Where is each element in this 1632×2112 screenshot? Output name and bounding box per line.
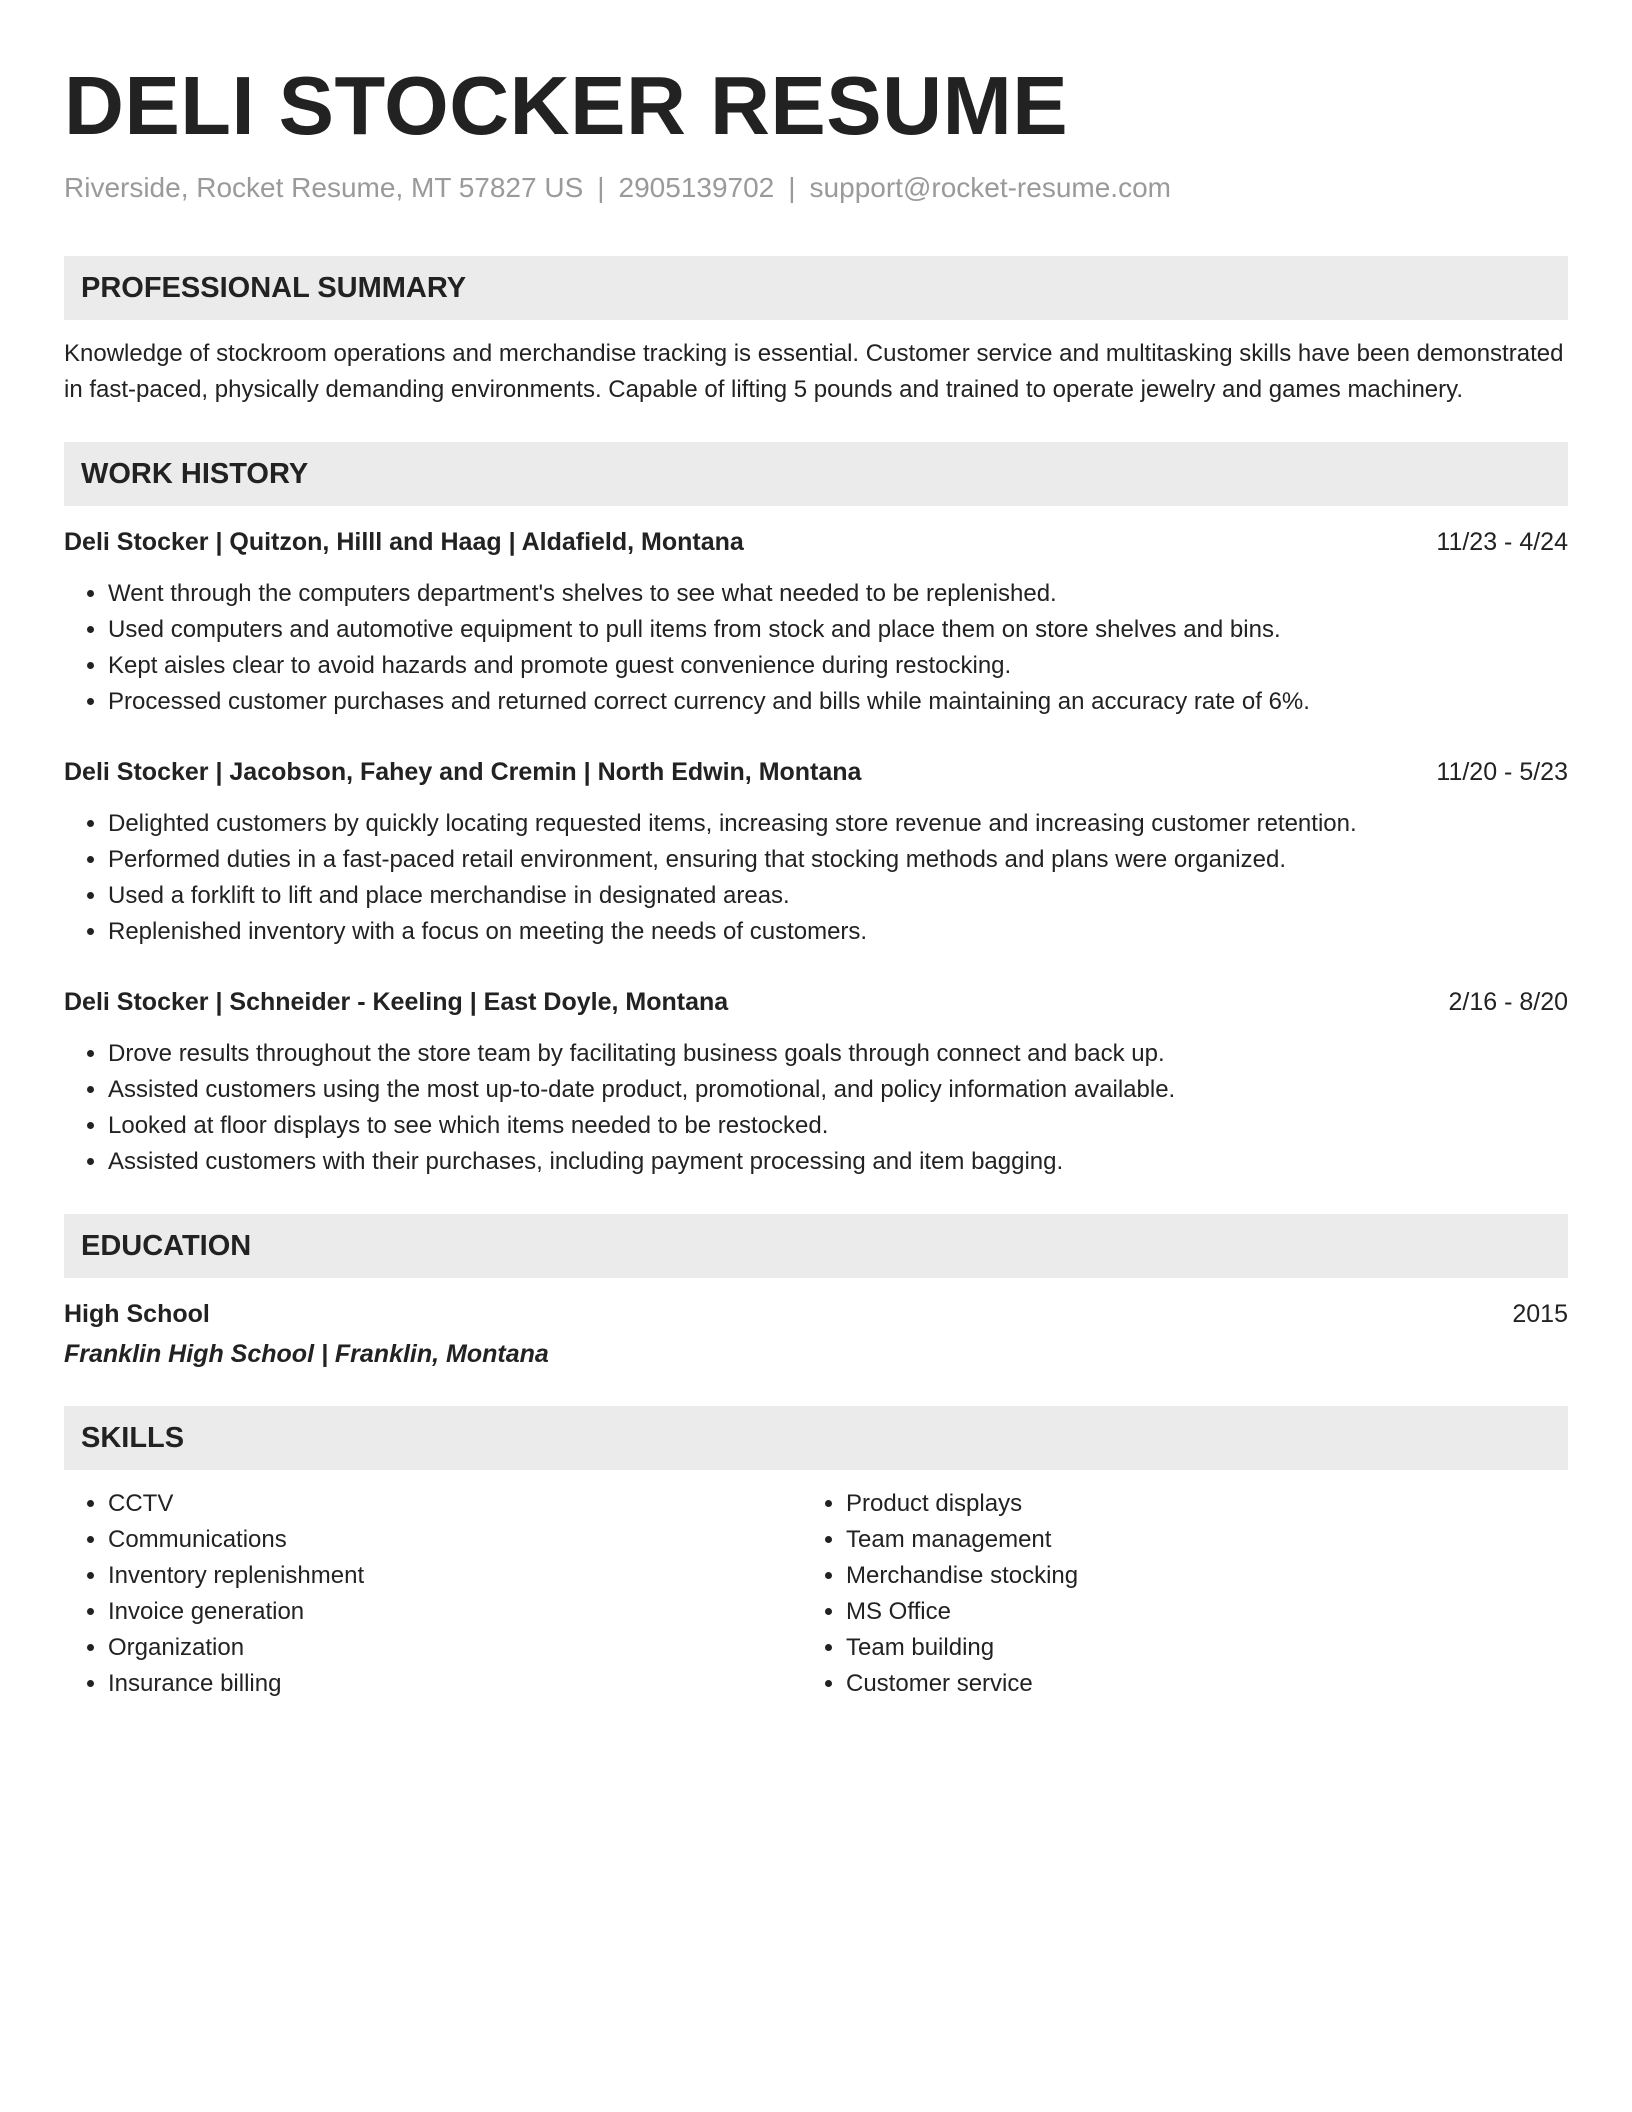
- job-duty: • Replenished inventory with a focus on meeting the needs of customers.: [108, 914, 1568, 950]
- skill-item: • Product displays: [846, 1486, 1540, 1522]
- education-degree: High School: [64, 1300, 210, 1328]
- skill-item: • Inventory replenishment: [108, 1558, 802, 1594]
- job-dates: 11/23 - 4/24: [1436, 528, 1568, 556]
- skill-item: • MS Office: [846, 1594, 1540, 1630]
- job-duty: • Used computers and automotive equipment to pull items from stock and place them on store shelves and bins.: [108, 612, 1568, 648]
- job-title: Deli Stocker | Schneider - Keeling | East Doyle, Montana: [64, 988, 729, 1016]
- skill-item: • Organization: [108, 1630, 802, 1666]
- skill-item: • CCTV: [108, 1486, 802, 1522]
- work-history-heading: WORK HISTORY: [64, 442, 1568, 506]
- job-duties: [64, 806, 1568, 950]
- job-duty: • Kept aisles clear to avoid hazards and promote guest convenience during restocking.: [108, 648, 1568, 684]
- job-entry: [64, 984, 1568, 1180]
- summary-text: Knowledge of stockroom operations and merchandise tracking is essential. Customer service and multitasking skills have been demonstrated in fast-paced, physically demanding environments. Capable of lifting 5 pounds and trained to operate jewelry and games machinery.: [64, 340, 1564, 403]
- skills-column-right: [802, 1486, 1540, 1702]
- contact-phone: 2905139702: [618, 172, 775, 203]
- skill-item: • Invoice generation: [108, 1594, 802, 1630]
- job-entry: [64, 754, 1568, 950]
- contact-separator: |: [597, 172, 605, 203]
- skill-item: • Insurance billing: [108, 1666, 802, 1702]
- job-duties: [64, 1036, 1568, 1180]
- skill-item: • Communications: [108, 1522, 802, 1558]
- resume-title: DELI STOCKER RESUME: [64, 59, 1069, 152]
- education-year: 2015: [1512, 1300, 1568, 1328]
- job-duty: • Processed customer purchases and returned correct currency and bills while maintaining an accuracy rate of 6%.: [108, 684, 1568, 720]
- skills-column-left: [64, 1486, 802, 1702]
- contact-line: [64, 168, 1568, 208]
- summary-heading: PROFESSIONAL SUMMARY: [64, 256, 1568, 320]
- job-duty: • Delighted customers by quickly locating requested items, increasing store revenue and increasing customer retention.: [108, 806, 1568, 842]
- job-duty: • Used a forklift to lift and place merchandise in designated areas.: [108, 878, 1568, 914]
- skill-item: • Merchandise stocking: [846, 1558, 1540, 1594]
- skills-grid: [64, 1486, 1568, 1702]
- job-entry: [64, 524, 1568, 720]
- job-title: Deli Stocker | Quitzon, Hilll and Haag | Aldafield, Montana: [64, 528, 744, 556]
- contact-separator: |: [788, 172, 796, 203]
- job-dates: 2/16 - 8/20: [1448, 988, 1568, 1016]
- job-duties: [64, 576, 1568, 720]
- education-heading: EDUCATION: [64, 1214, 1568, 1278]
- job-duty: • Looked at floor displays to see which items needed to be restocked.: [108, 1108, 1568, 1144]
- contact-address: Riverside, Rocket Resume, MT 57827 US: [64, 172, 584, 203]
- job-duty: • Assisted customers with their purchases, including payment processing and item bagging.: [108, 1144, 1568, 1180]
- education-entry: [64, 1296, 1568, 1332]
- job-duty: • Performed duties in a fast-paced retail environment, ensuring that stocking methods and plans were organized.: [108, 842, 1568, 878]
- skill-item: • Team management: [846, 1522, 1540, 1558]
- skill-item: • Team building: [846, 1630, 1540, 1666]
- job-duty: • Assisted customers using the most up-to-date product, promotional, and policy information available.: [108, 1072, 1568, 1108]
- skill-item: • Customer service: [846, 1666, 1540, 1702]
- job-title: Deli Stocker | Jacobson, Fahey and Cremin | North Edwin, Montana: [64, 758, 862, 786]
- job-dates: 11/20 - 5/23: [1436, 758, 1568, 786]
- job-duty: • Went through the computers department's shelves to see what needed to be replenished.: [108, 576, 1568, 612]
- job-duty: • Drove results throughout the store team by facilitating business goals through connect and back up.: [108, 1036, 1568, 1072]
- education-school: Franklin High School | Franklin, Montana: [64, 1340, 549, 1368]
- contact-email: support@rocket-resume.com: [809, 172, 1171, 203]
- skills-heading: SKILLS: [64, 1406, 1568, 1470]
